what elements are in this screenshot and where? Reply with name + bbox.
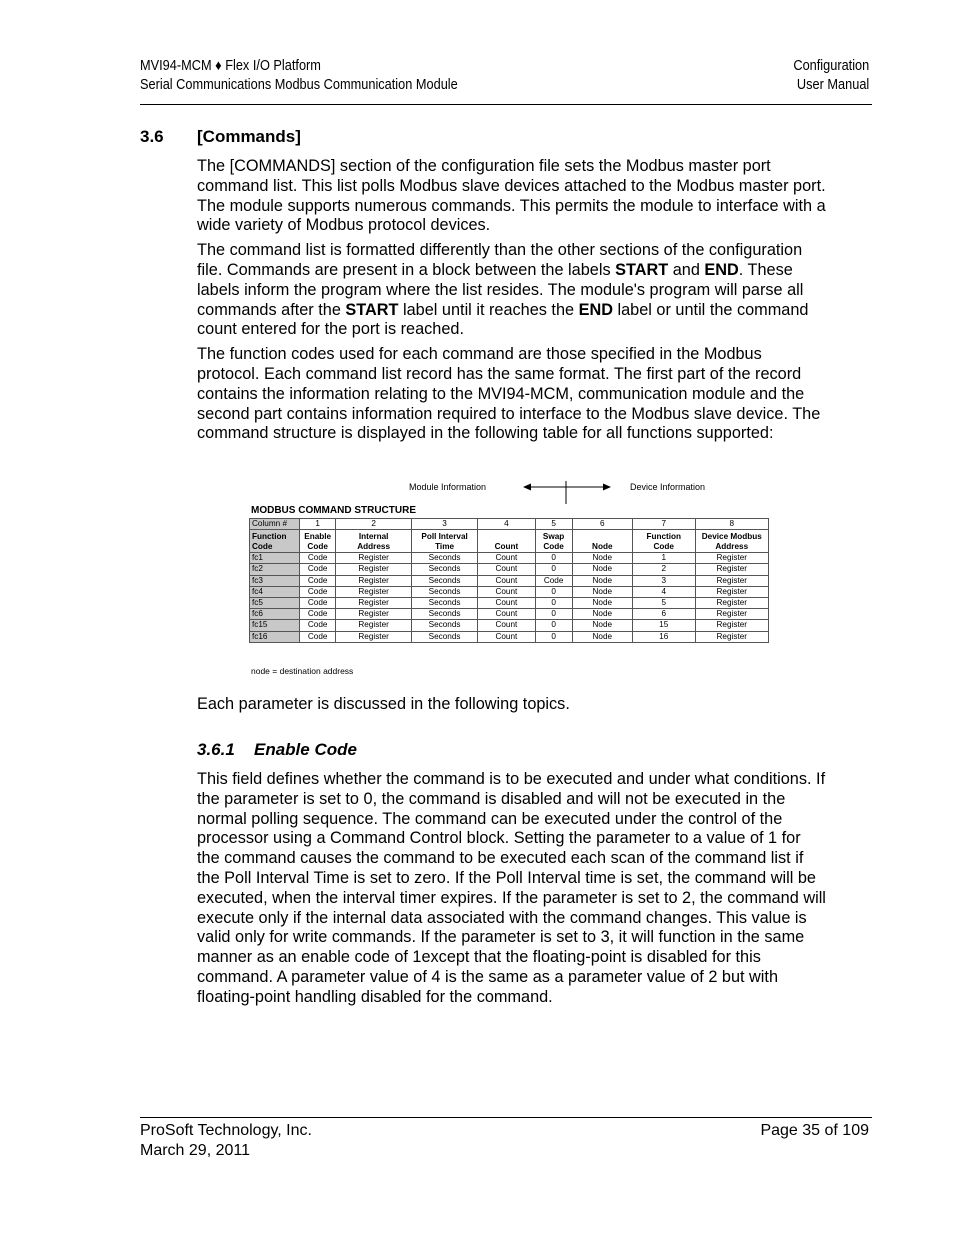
table-cell: Count (478, 575, 535, 586)
table-cell: Register (336, 631, 412, 642)
table-cell: 0 (535, 620, 572, 631)
table-cell: Register (695, 575, 768, 586)
table-cell: fc15 (250, 620, 300, 631)
table-cell: 0 (535, 631, 572, 642)
table-cell: Node (572, 620, 632, 631)
table-cell: fc1 (250, 553, 300, 564)
table-cell: Count (478, 598, 535, 609)
figure-followup (197, 695, 827, 720)
footer-rule (140, 1117, 872, 1118)
table-cell: Node (572, 631, 632, 642)
table-cell: fc16 (250, 631, 300, 642)
header-rule (140, 104, 872, 105)
table-row (250, 598, 769, 609)
footer-date: March 29, 2011 (140, 1142, 250, 1159)
table-cell: 2 (336, 519, 412, 530)
table-cell: Count (478, 564, 535, 575)
table-cell: fc6 (250, 609, 300, 620)
table-row (250, 575, 769, 586)
table-cell: 1 (300, 519, 336, 530)
table-cell: 0 (535, 564, 572, 575)
subsection-body (197, 770, 827, 1013)
table-cell: Node (572, 598, 632, 609)
section-body (197, 157, 827, 449)
table-cell: 2 (632, 564, 695, 575)
table-cell: Code (300, 631, 336, 642)
table-cell: Code (535, 575, 572, 586)
table-cell: Code (300, 586, 336, 597)
table-cell: Code (300, 564, 336, 575)
table-cell: Count (478, 609, 535, 620)
table-cell: Code (300, 609, 336, 620)
table-cell: Register (336, 620, 412, 631)
table-row (250, 631, 769, 642)
table-cell: Seconds (411, 586, 477, 597)
header-chapter: Configuration (793, 58, 869, 74)
table-header-cell: Function Code (250, 530, 300, 553)
table-cell: 5 (632, 598, 695, 609)
table-header-cell: Internal Address (336, 530, 412, 553)
table-cell: Seconds (411, 598, 477, 609)
table-cell: Register (695, 553, 768, 564)
table-cell: 3 (411, 519, 477, 530)
modbus-command-structure-figure (249, 478, 769, 678)
running-header-left (140, 57, 458, 95)
table-cell: Register (336, 575, 412, 586)
table-cell: Count (478, 586, 535, 597)
table-cell: Register (695, 631, 768, 642)
table-cell: Register (695, 620, 768, 631)
table-cell: Register (336, 609, 412, 620)
table-note: node = destination address (251, 666, 354, 676)
page-number: Page 35 of 109 (760, 1122, 869, 1139)
module-information-label: Module Information (409, 482, 487, 492)
table-cell: fc2 (250, 564, 300, 575)
table-title: MODBUS COMMAND STRUCTURE (251, 505, 416, 516)
table-cell: 0 (535, 586, 572, 597)
table-header-cell: Poll Interval Time (411, 530, 477, 553)
table-cell: Seconds (411, 553, 477, 564)
table-cell: Node (572, 553, 632, 564)
table-cell: fc4 (250, 586, 300, 597)
table-cell: Register (336, 598, 412, 609)
table-cell: Register (336, 553, 412, 564)
table-cell: Count (478, 553, 535, 564)
subsection-number: 3.6.1 (197, 740, 235, 759)
table-cell: 0 (535, 598, 572, 609)
table-row (250, 609, 769, 620)
table-header-cell: Enable Code (300, 530, 336, 553)
table-cell: 3 (632, 575, 695, 586)
table-cell: Register (695, 564, 768, 575)
table-cell: Node (572, 564, 632, 575)
table-cell: Seconds (411, 609, 477, 620)
subsection-title: Enable Code (254, 740, 357, 759)
table-cell: Register (336, 586, 412, 597)
table-cell: Seconds (411, 564, 477, 575)
subsection-heading (197, 740, 357, 760)
table-header-cell: Device Modbus Address (695, 530, 768, 553)
table-cell: Node (572, 575, 632, 586)
table-cell: 8 (695, 519, 768, 530)
header-product: MVI94-MCM ♦ Flex I/O Platform (140, 58, 321, 74)
table-cell: fc5 (250, 598, 300, 609)
table-cell: 4 (632, 586, 695, 597)
table-cell: Count (478, 620, 535, 631)
table-cell: Code (300, 598, 336, 609)
running-header-right (783, 57, 869, 95)
table-cell: 16 (632, 631, 695, 642)
paragraph: This field defines whether the command is to be executed and under what conditions. If the parameter is set to 0, the command is disabled and will not be executed in the normal polling sequence. The command can be executed under the control of the processor using a Command Control block. Setting the parameter to a value of 1 for the command causes the command to be executed each scan of the command list if the Poll Interval Time is set to zero. If the Poll Interval time is set, the command will be executed, when the interval timer expires. If the parameter is set to 2, the command will execute only if the internal data associated with the command changes. This value is valid only for write commands. If the parameter is set to 3, it will function in the same manner as an enable code of 1except that the floating-point is disabled for this command. A parameter value of 4 is the same as a parameter value of 2 but with floating-point handling disabled for the command. (197, 770, 826, 1006)
section-number: 3.6 (140, 127, 164, 146)
device-information-label: Device Information (630, 482, 706, 492)
table-header-cell: Count (478, 530, 535, 553)
table-cell: 15 (632, 620, 695, 631)
table-cell: Node (572, 609, 632, 620)
table-cell: Register (695, 598, 768, 609)
table-cell: 6 (572, 519, 632, 530)
table-cell: Code (300, 620, 336, 631)
footer-left (140, 1121, 312, 1161)
paragraph: The function codes used for each command are those specified in the Modbus protocol. Each command list record has the same format. The first part of the record contains the information relating to the MVI94-MCM, communication module and the second part contains information required to interface to the Modbus slave device. The command structure is displayed in the following table for all functions supported: (197, 345, 821, 443)
table-cell: 0 (535, 553, 572, 564)
footer-right (760, 1121, 869, 1141)
header-module: Serial Communications Modbus Communication Module (140, 77, 458, 93)
table-row (250, 564, 769, 575)
table-cell: Seconds (411, 631, 477, 642)
table-cell: Column # (250, 519, 300, 530)
table-cell: Code (300, 575, 336, 586)
table-cell: Seconds (411, 620, 477, 631)
table-cell: fc3 (250, 575, 300, 586)
command-structure-table (249, 518, 769, 643)
table-cell: Count (478, 631, 535, 642)
table-cell: 5 (535, 519, 572, 530)
table-cell: Register (336, 564, 412, 575)
table-header-cell: Function Code (632, 530, 695, 553)
table-cell: 0 (535, 609, 572, 620)
table-cell: Register (695, 586, 768, 597)
paragraph: The [COMMANDS] section of the configuration file sets the Modbus master port command list. This list polls Modbus slave devices attached to the Modbus master port. The module supports numerous commands. This permits the module to interface with a wide variety of Modbus protocol devices. (197, 157, 826, 235)
table-cell: 7 (632, 519, 695, 530)
section-heading (140, 127, 301, 147)
table-row (250, 586, 769, 597)
table-row (250, 553, 769, 564)
table-cell: 6 (632, 609, 695, 620)
header-doc-type: User Manual (796, 77, 869, 93)
table-cell: Code (300, 553, 336, 564)
footer-company: ProSoft Technology, Inc. (140, 1122, 312, 1139)
table-cell: Register (695, 609, 768, 620)
table-cell: 1 (632, 553, 695, 564)
table-header-row (250, 530, 769, 553)
paragraph: The command list is formatted differently than the other sections of the configuration file. Commands are present in a block between the labels START and END. These labels inform the program where the list resides. The module's program will parse all commands after the START label until it reaches the END label or until the command count entered for the port is reached. (197, 241, 809, 339)
table-row (250, 620, 769, 631)
table-cell: 4 (478, 519, 535, 530)
table-cell: Node (572, 586, 632, 597)
table-header-cell: Node (572, 530, 632, 553)
table-cell: Seconds (411, 575, 477, 586)
table-header-cell: Swap Code (535, 530, 572, 553)
direction-arrows-icon (519, 478, 619, 508)
section-title: [Commands] (197, 127, 301, 146)
table-column-number-row (250, 519, 769, 530)
paragraph: Each parameter is discussed in the following topics. (197, 695, 570, 713)
